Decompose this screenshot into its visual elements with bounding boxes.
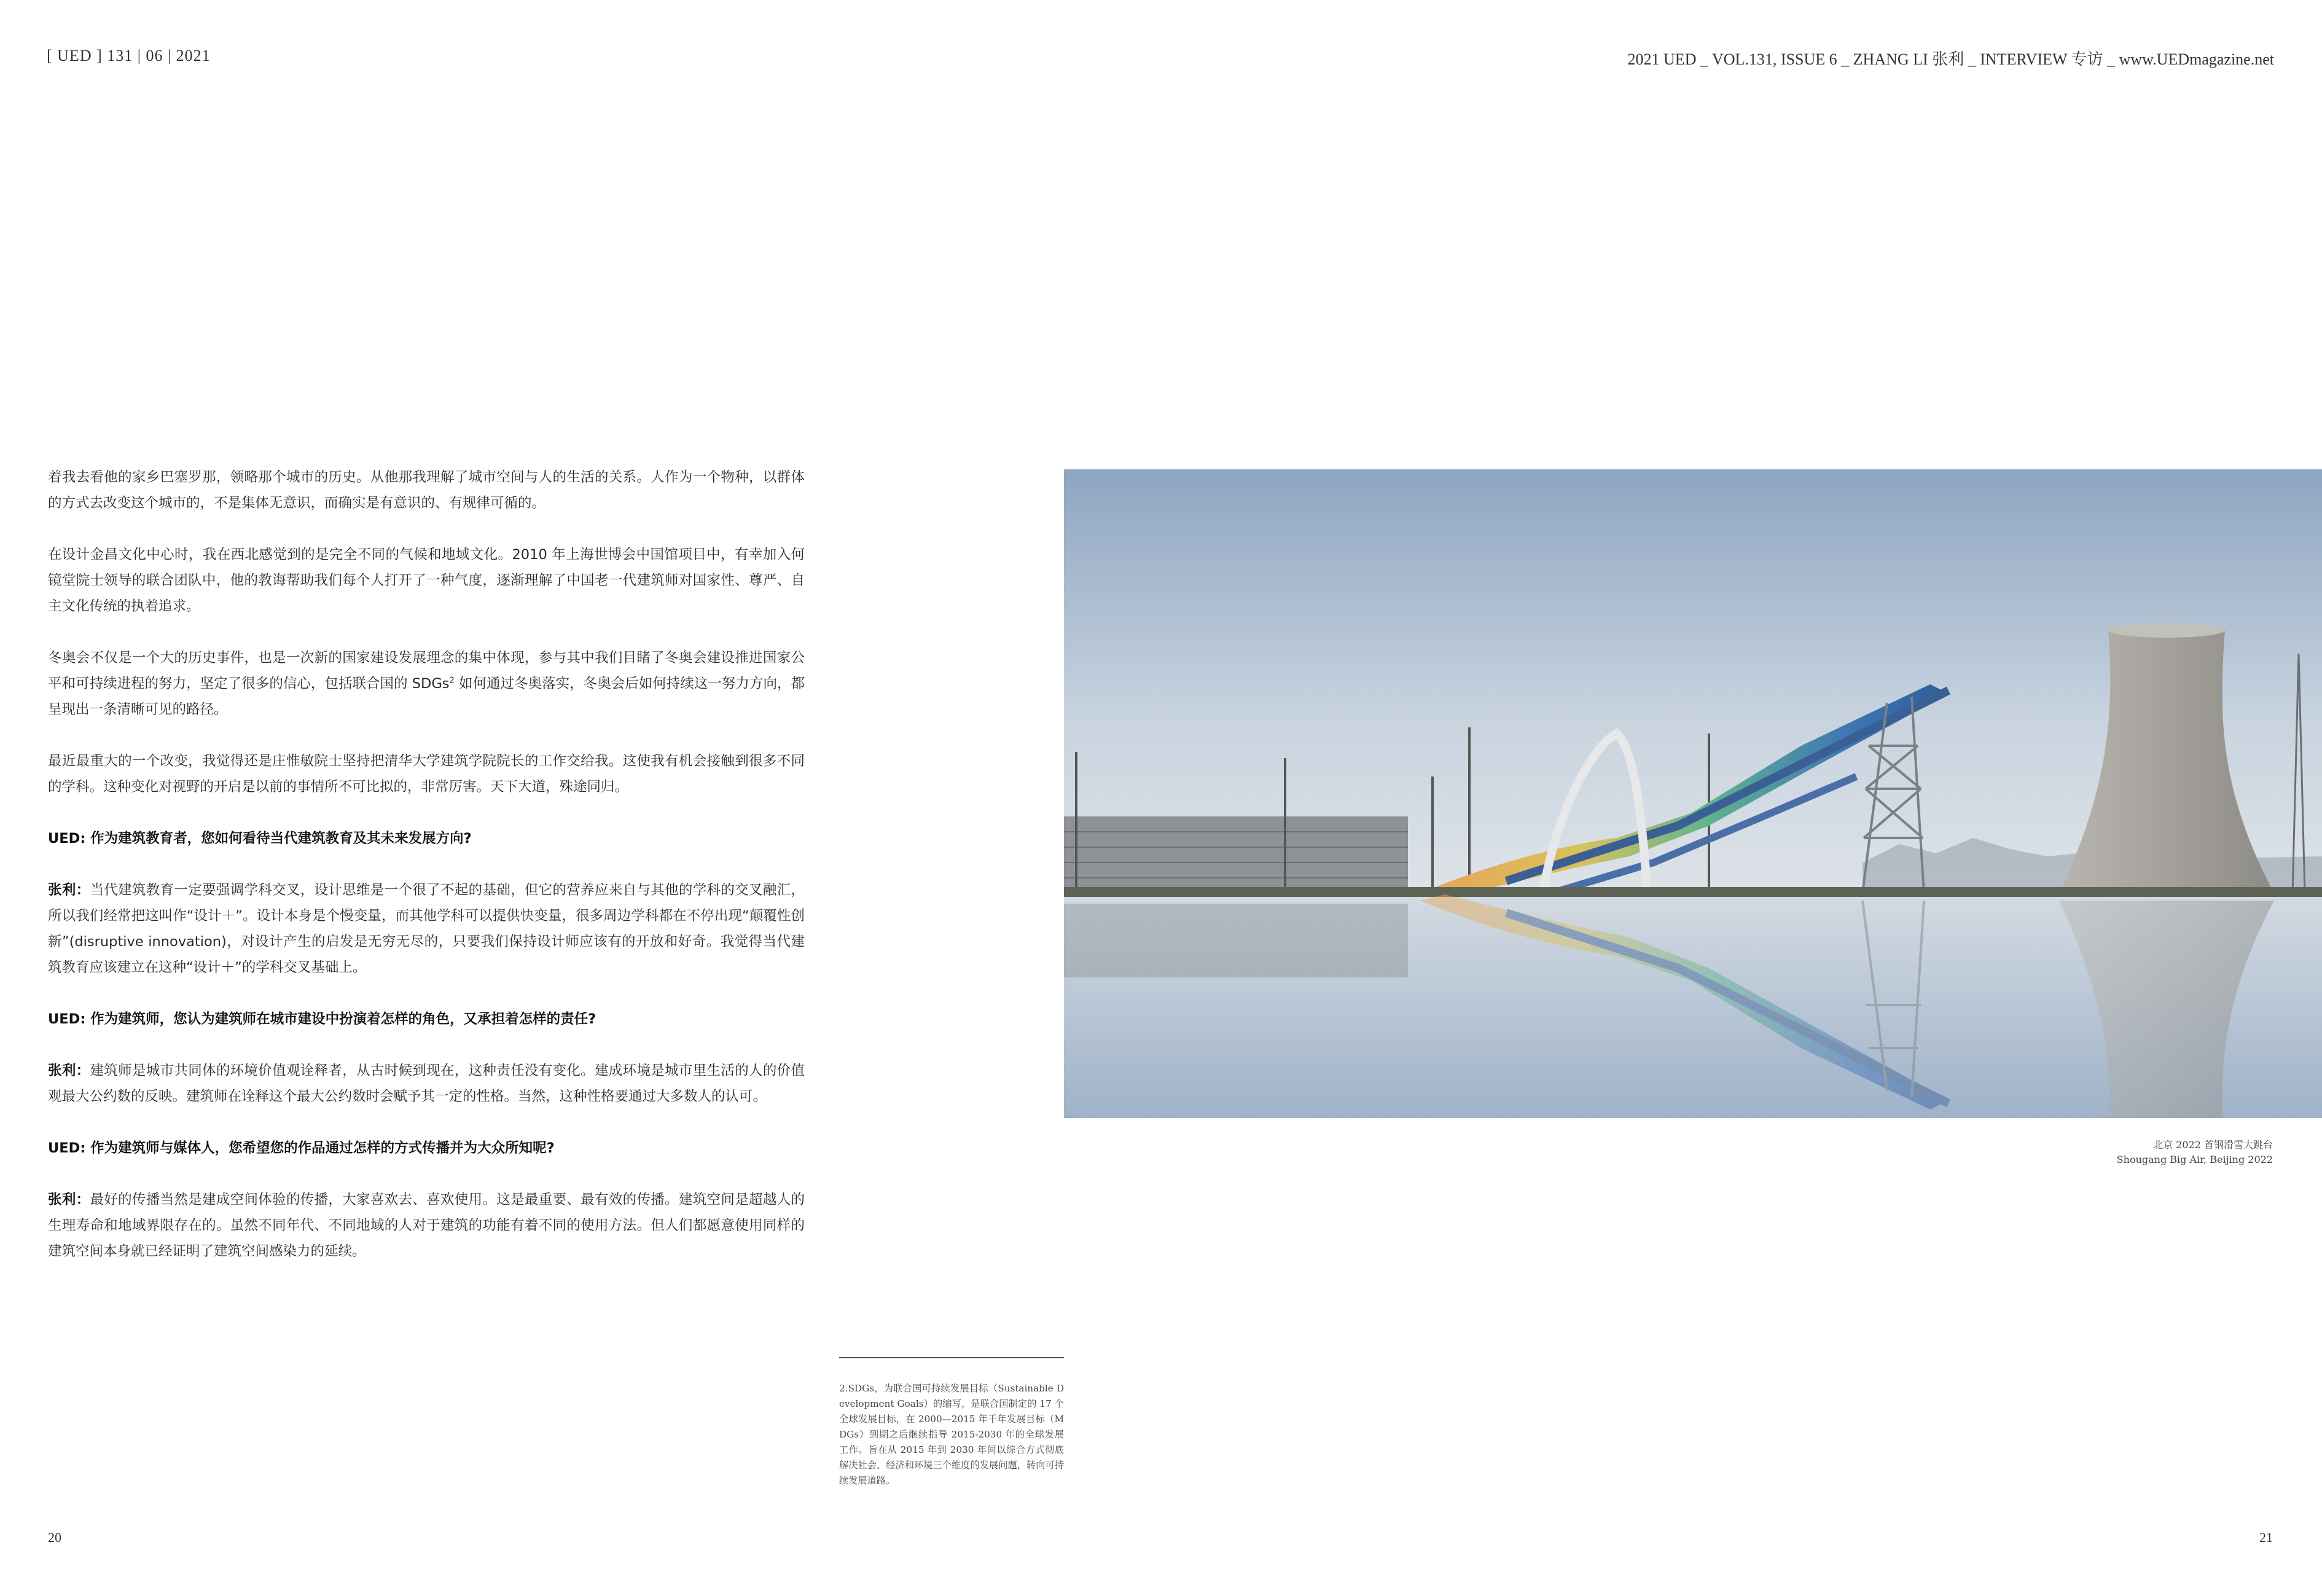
answer-text: 最好的传播当然是建成空间体验的传播，大家喜欢去、喜欢使用。这是最重要、最有效的传播。建筑空间是超越人的生理寿命和地域界限存在的。虽然不同年代、不同地域的人对于建筑的功能有着不同的使用方法。但人们都愿意使用同样的建筑空间本身就已经证明了建筑空间感染力的延续。 bbox=[48, 1192, 805, 1259]
question: UED: 作为建筑师，您认为建筑师在城市建设中扮演着怎样的角色，又承担着怎样的责任? bbox=[48, 1011, 596, 1027]
paragraph: 着我去看他的家乡巴塞罗那，领略那个城市的历史。从他那我理解了城市空间与人的生活的关系。人作为一个物种，以群体的方式去改变这个城市的，不是集体无意识，而确实是有意识的、有规律可循的。 bbox=[48, 469, 805, 511]
paragraph-text: 冬奥会不仅是一个大的历史事件，也是一次新的国家建设发展理念的集中体现，参与其中我们目睹了冬奥会建设推进国家公平和可持续进程的努力，坚定了很多的信心，包括联合国的 SDGs bbox=[48, 650, 805, 692]
article-body bbox=[48, 464, 805, 1290]
page-number-left: 20 bbox=[48, 1530, 61, 1545]
speaker-label: 张利： bbox=[48, 882, 90, 898]
footnote-divider bbox=[839, 1357, 1064, 1358]
big-air-photo bbox=[1064, 469, 2322, 1118]
answer bbox=[48, 877, 805, 980]
answer-text: 当代建筑教育一定要强调学科交叉，设计思维是一个很了不起的基础，但它的营养应来自与其他的学科的交叉融汇，所以我们经常把这叫作“设计＋”。设计本身是个慢变量，而其他学科可以提供快变量，很多周边学科都在不停出现“颠覆性创新”(disruptive innovation)，对设计产生的启发是无穷无尽的，只要我们保持设计师应该有的开放和好奇。我觉得当代建筑教育应该建立在这种“设计＋”的学科交叉基础上。 bbox=[48, 882, 805, 976]
question: UED: 作为建筑师与媒体人，您希望您的作品通过怎样的方式传播并为大众所知呢? bbox=[48, 1140, 555, 1156]
caption-english: Shougang Big Air, Beijing 2022 bbox=[2116, 1154, 2273, 1165]
answer-text: 建筑师是城市共同体的环境价值观诠释者，从古时候到现在，这种责任没有变化。建成环境是城市里生活的人的价值观最大公约数的反映。建筑师在诠释这个最大公约数时会赋予其一定的性格。当然，这种性格要通过大多数人的认可。 bbox=[48, 1063, 805, 1105]
paragraph: 在设计金昌文化中心时，我在西北感觉到的是完全不同的气候和地域文化。2010 年上海世博会中国馆项目中，有幸加入何镜堂院士领导的联合团队中，他的教诲帮助我们每个人打开了一种气度，逐渐理解了中国老一代建筑师对国家性、尊严、自主文化传统的执着追求。 bbox=[48, 547, 805, 614]
paragraph-text: 如何通过冬奥落实，冬奥会后如何持续这一努力方向，都呈现出一条清晰可见的路径。 bbox=[48, 676, 805, 718]
paragraph bbox=[48, 645, 805, 722]
header-issue-info: [ UED ] 131 | 06 | 2021 bbox=[47, 47, 211, 65]
footnote-ref: 2 bbox=[449, 676, 455, 686]
footnote: 2.SDGs，为联合国可持续发展目标（Sustainable Development Goals）的缩写，是联合国制定的 17 个全球发展目标，在 2000—2015 年千年发展目标（MDGs）到期之后继续指导 2015-2030 年的全球发展工作。旨在从 2015 年到 2030 年间以综合方式彻底解决社会、经济和环境三个维度的发展问题，转向可持续发展道路。 bbox=[839, 1383, 1064, 1486]
header-running-title: 2021 UED _ VOL.131, ISSUE 6 _ ZHANG LI 张利 _ INTERVIEW 专访 _ www.UEDmagazine.net bbox=[1627, 50, 2274, 68]
paragraph: 最近最重大的一个改变，我觉得还是庄惟敏院士坚持把清华大学建筑学院院长的工作交给我。这使我有机会接触到很多不同的学科。这种变化对视野的开启是以前的事情所不可比拟的，非常厉害。天下大道，殊途同归。 bbox=[48, 753, 805, 795]
speaker-label: 张利： bbox=[48, 1063, 90, 1079]
speaker-label: 张利： bbox=[48, 1192, 90, 1208]
answer bbox=[48, 1187, 805, 1264]
caption-chinese: 北京 2022 首钢滑雪大跳台 bbox=[2153, 1139, 2273, 1151]
photo-caption bbox=[2117, 1138, 2273, 1167]
answer bbox=[48, 1058, 805, 1109]
question: UED: 作为建筑教育者，您如何看待当代建筑教育及其未来发展方向? bbox=[48, 831, 472, 847]
page-number-right: 21 bbox=[2259, 1530, 2273, 1545]
